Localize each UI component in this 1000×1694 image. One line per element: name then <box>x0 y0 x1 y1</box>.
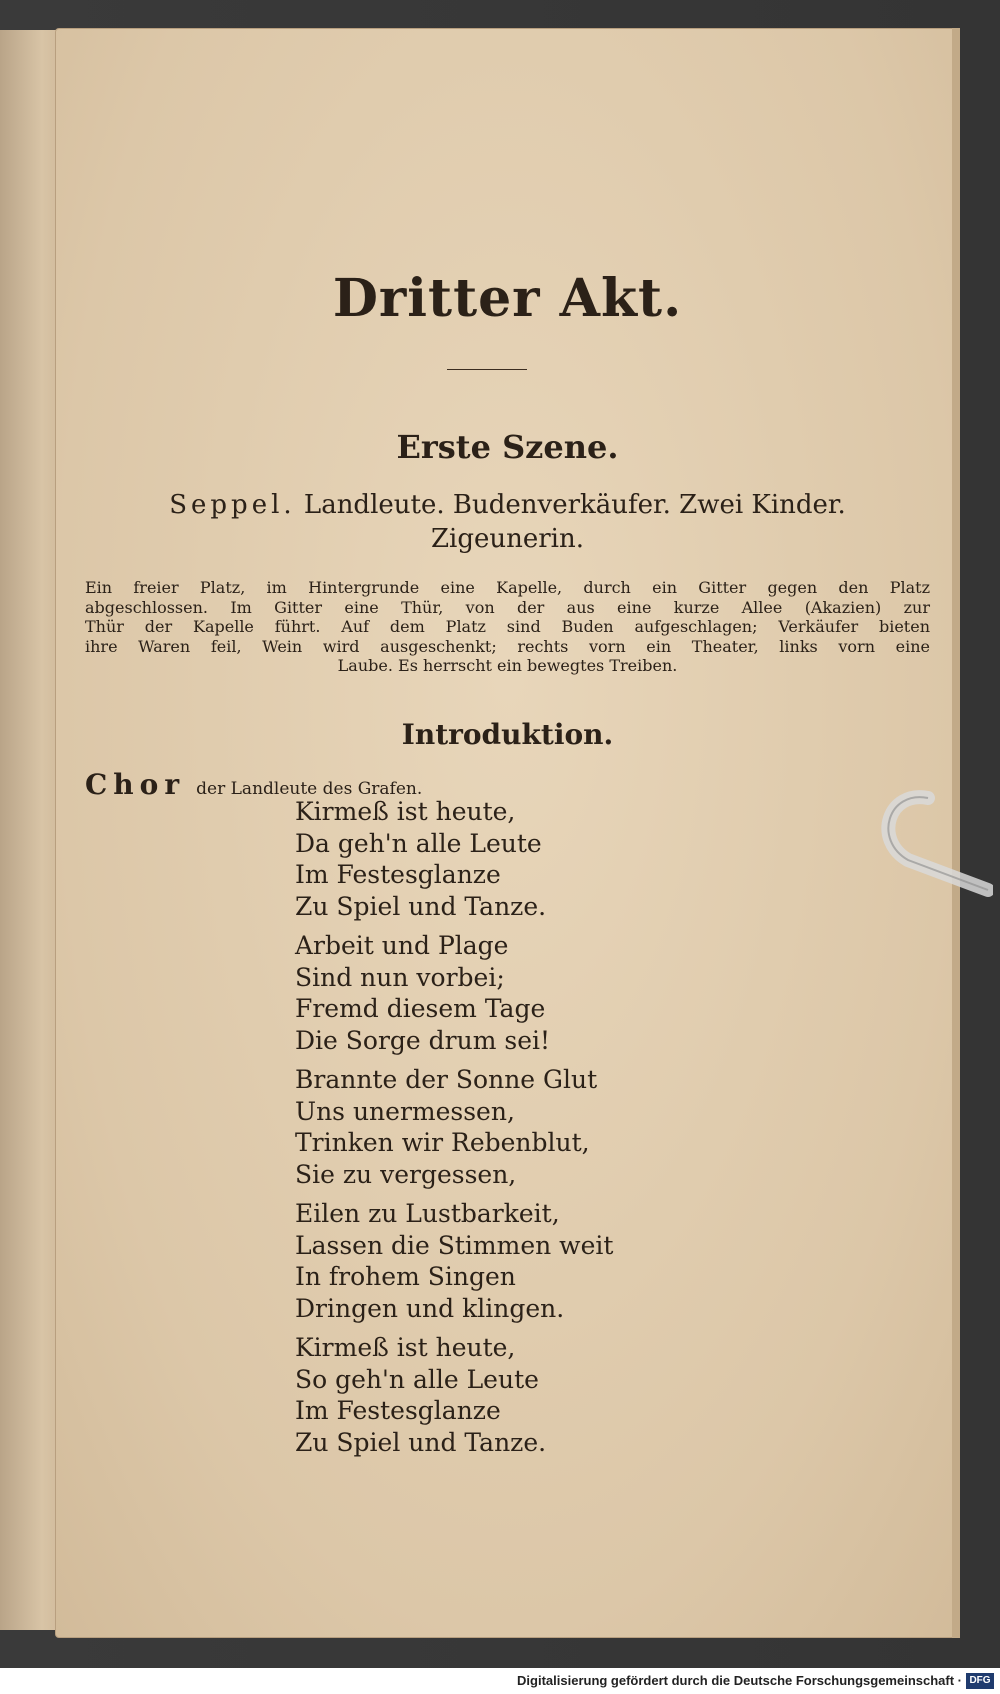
stage-line: Thür der Kapelle führt. Auf dem Platz sind Buden aufgeschlagen; Verkäufer bieten <box>85 617 930 636</box>
footer-credit: Digitalisierung gefördert durch die Deutsche Forschungsgemeinschaft · <box>517 1673 962 1688</box>
stanza <box>295 1332 855 1458</box>
cast-lead: Seppel. <box>169 490 296 520</box>
verse-line: Im Festesglanze <box>295 860 501 889</box>
stanza <box>295 1198 855 1324</box>
verse-line: Kirmeß ist heute, <box>295 1333 516 1362</box>
verse-line: Zu Spiel und Tanze. <box>295 1427 547 1457</box>
act-title: Dritter Akt. <box>332 268 683 329</box>
verse-line: Brannte der Sonne Glut <box>295 1065 598 1094</box>
scene-heading: Erste Szene. <box>396 428 619 466</box>
stanza <box>295 930 855 1056</box>
chorus-who: der Landleute des Grafen. <box>196 779 423 799</box>
verse-line: Dringen und klingen. <box>295 1293 565 1323</box>
stage-line: Laube. Es herrscht ein bewegtes Treiben. <box>337 656 678 675</box>
stanza <box>295 796 855 922</box>
verse-line: Lassen die Stimmen weit <box>295 1230 614 1260</box>
paper-clip-icon <box>868 780 993 900</box>
stage-direction <box>85 578 930 676</box>
stage-line: ihre Waren feil, Wein wird ausgeschenkt; rechts vorn ein Theater, links vorn eine <box>85 636 930 656</box>
verse-line: Uns unermessen, <box>295 1096 515 1126</box>
verse-line: In frohem Singen <box>295 1262 516 1291</box>
verse-line: Kirmeß ist heute, <box>295 797 516 826</box>
stanza <box>295 1064 855 1190</box>
verse-line: Im Festesglanze <box>295 1396 501 1425</box>
introduction-heading: Introduktion. <box>401 718 614 751</box>
title-rule <box>447 369 527 370</box>
cast-rest: Landleute. Budenverkäufer. Zwei Kinder. <box>303 490 846 520</box>
verse-line: Trinken wir Rebenblut, <box>295 1128 590 1157</box>
verse-line: Fremd diesem Tage <box>295 994 546 1023</box>
verse-line: Sie zu vergessen, <box>295 1159 517 1189</box>
verse-line: Zu Spiel und Tanze. <box>295 891 547 921</box>
cast-list <box>105 488 910 556</box>
verse-line: Da geh'n alle Leute <box>295 828 542 858</box>
verse-line: Eilen zu Lustbarkeit, <box>295 1199 560 1228</box>
digitization-footer <box>0 1668 1000 1694</box>
stage-line: abgeschlossen. Im Gitter eine Thür, von der aus eine kurze Allee (Akazien) zur <box>85 597 930 617</box>
verse-line: Arbeit und Plage <box>295 931 509 960</box>
verse-line: So geh'n alle Leute <box>295 1364 539 1394</box>
cast-line-2: Zigeunerin. <box>430 524 585 554</box>
chorus-name: Chor <box>85 768 186 801</box>
book-page <box>55 28 960 1638</box>
verse-line: Sind nun vorbei; <box>295 962 505 992</box>
verse-line: Die Sorge drum sei! <box>295 1025 551 1055</box>
cast-line-1 <box>105 488 910 522</box>
dfg-logo: DFG <box>966 1673 994 1689</box>
verses <box>295 796 855 1466</box>
stage-line: Ein freier Platz, im Hintergrunde eine Kapelle, durch ein Gitter gegen den Platz <box>85 578 930 597</box>
